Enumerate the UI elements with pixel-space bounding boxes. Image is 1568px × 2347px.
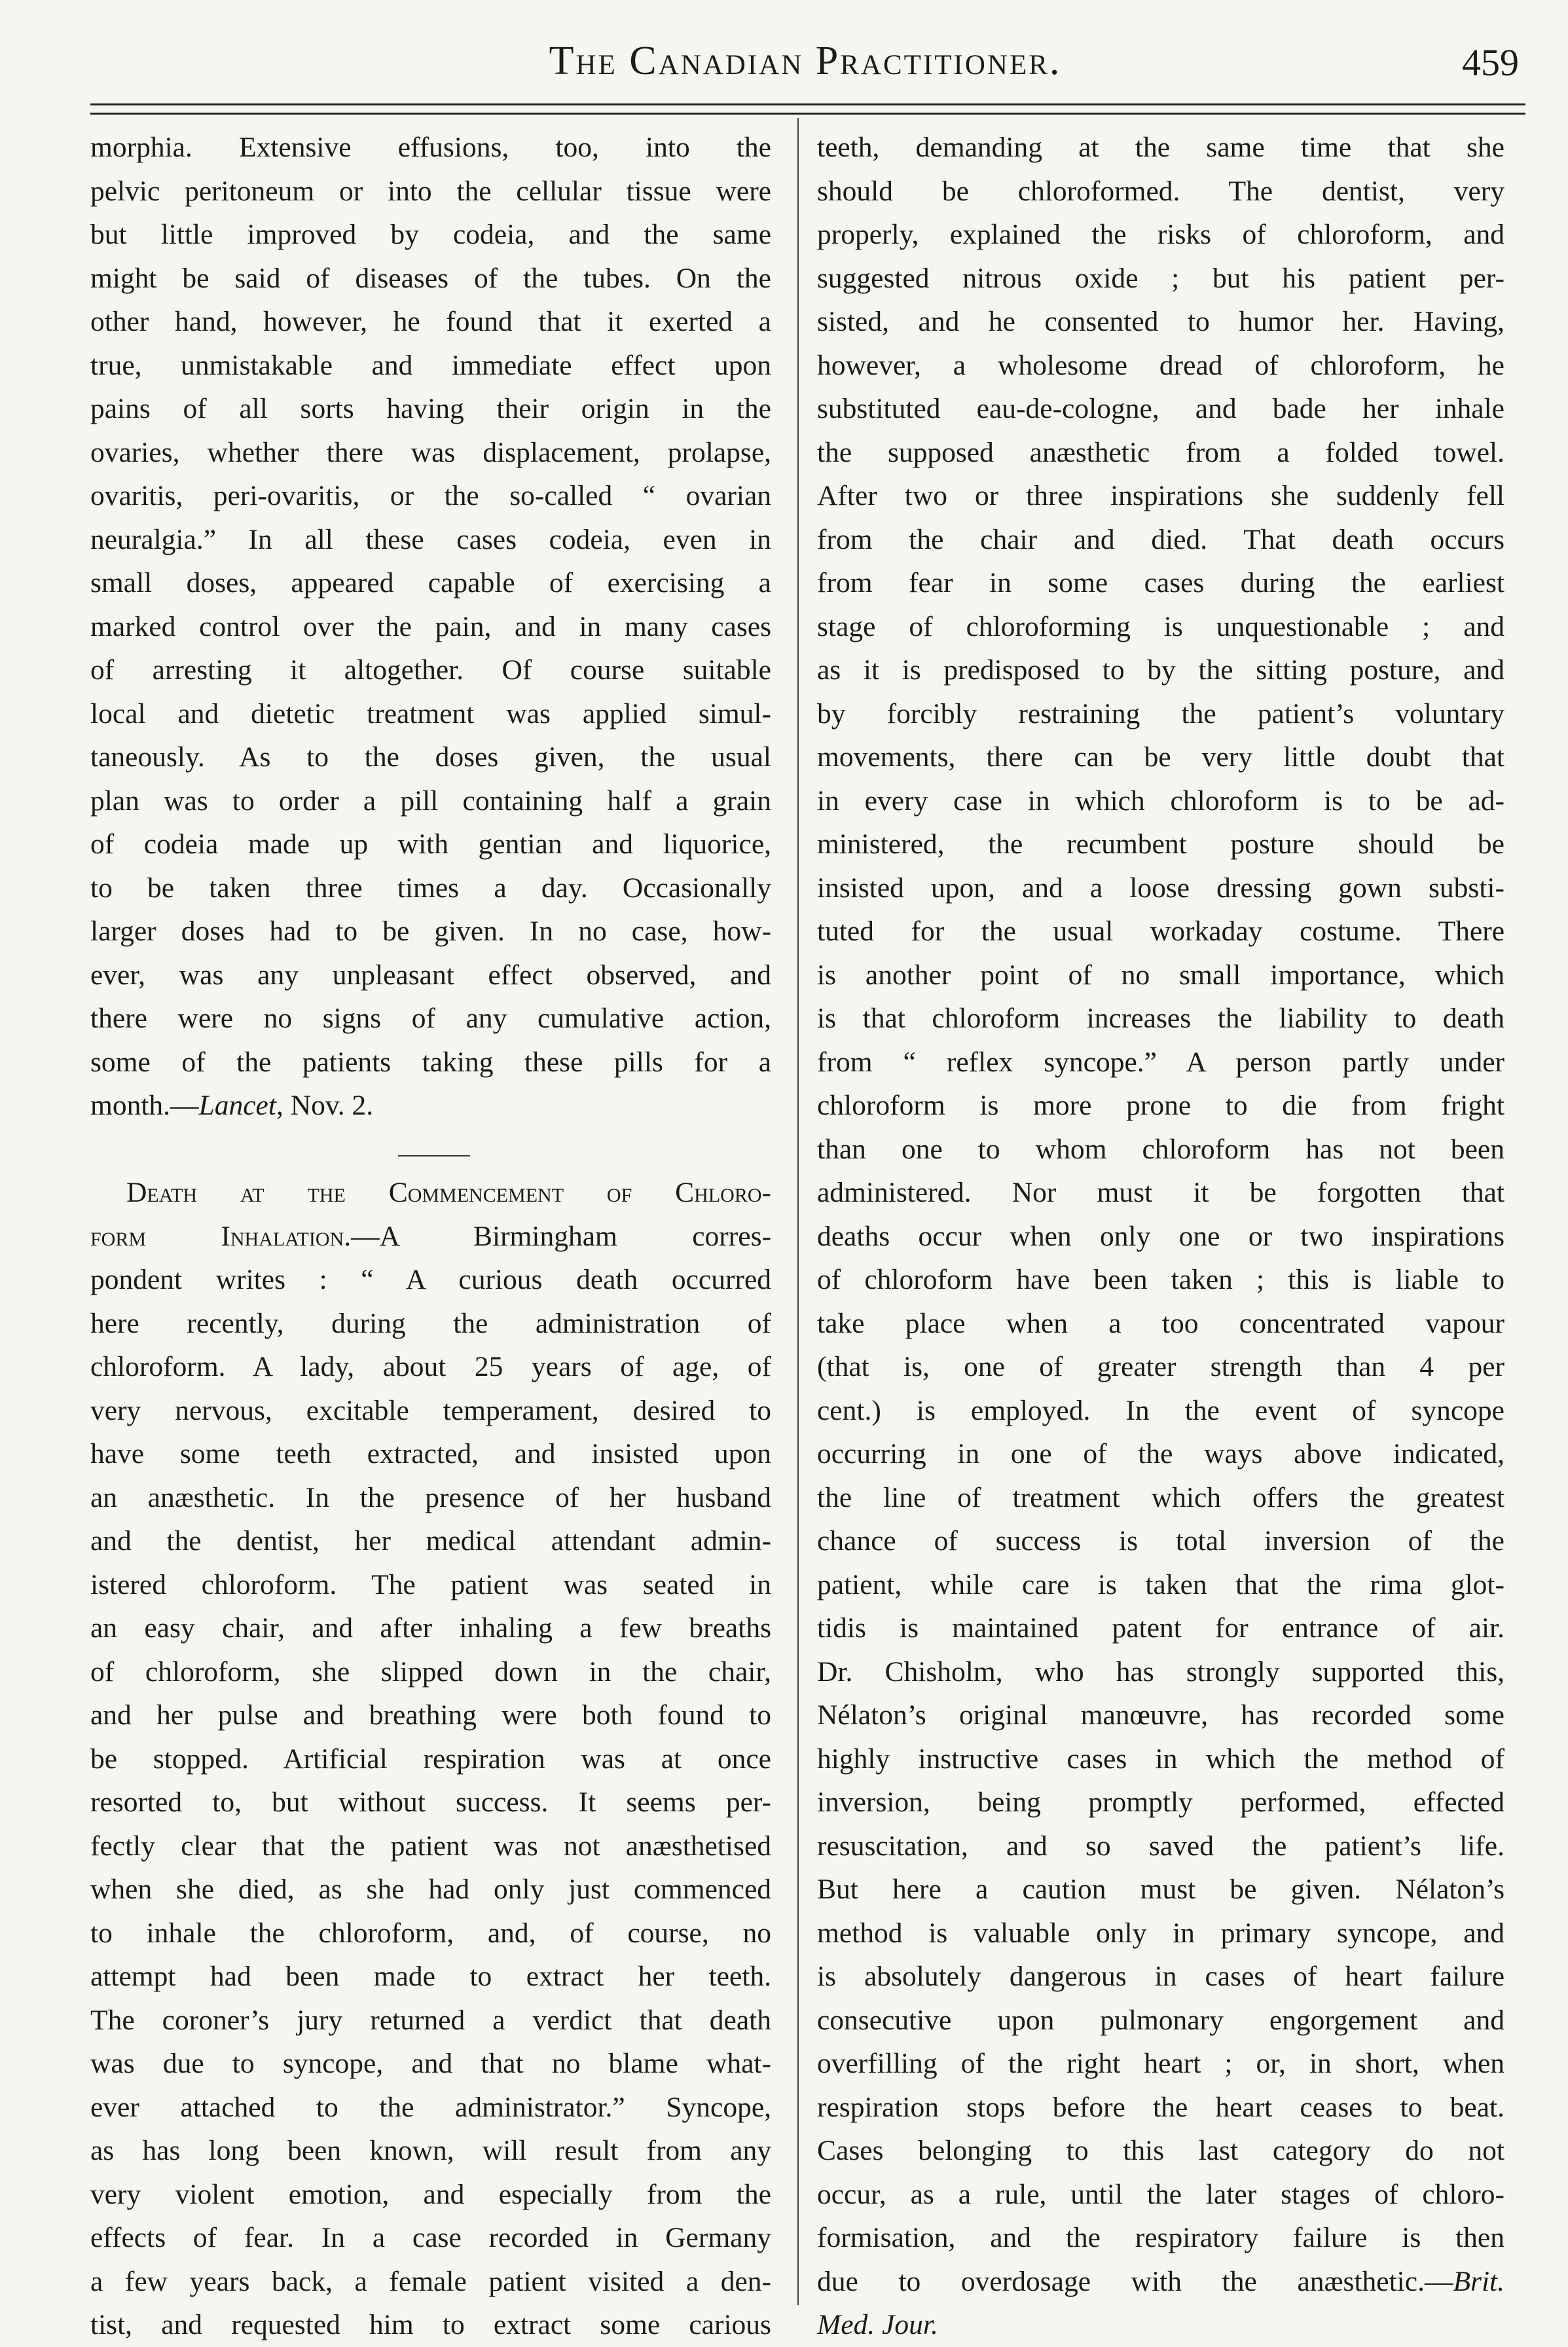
- text-line: sisted, and he consented to humor her. Having,: [817, 306, 1504, 337]
- text-line: highly instructive cases in which the method of: [817, 1743, 1504, 1775]
- article-heading-end: form Inhalation.: [90, 1220, 352, 1252]
- text-line: to inhale the chloroform, and, of course, no: [90, 1917, 771, 1949]
- text-line: But here a caution must be given. Nélaton’s: [817, 1874, 1504, 1905]
- text-line: take place when a too concentrated vapour: [817, 1307, 1504, 1339]
- text-line: but little improved by codeia, and the same: [90, 219, 771, 250]
- text-line: teeth, demanding at the same time that she: [817, 132, 1504, 163]
- text-line: ever attached to the administrator.” Syncope,: [90, 2091, 771, 2123]
- text-line: respiration stops before the heart ceases to beat.: [817, 2091, 1504, 2123]
- text-line: occur, as a rule, until the later stages of chloro-: [817, 2178, 1504, 2210]
- text-line: Cases belonging to this last category do not: [817, 2135, 1504, 2166]
- citation-prefix: month.—: [90, 1090, 199, 1121]
- text-line: of arresting it altogether. Of course suitable: [90, 654, 771, 686]
- text-line: plan was to order a pill containing half a grain: [90, 785, 771, 817]
- text-line: tuted for the usual workaday costume. There: [817, 915, 1504, 947]
- text-line: chance of success is total inversion of the: [817, 1525, 1504, 1557]
- article-heading: Death at the Commencement of Chloro-: [126, 1177, 771, 1208]
- text-line: tist, and requested him to extract some carious: [90, 2309, 771, 2340]
- text-line: the line of treatment which offers the greatest: [817, 1481, 1504, 1513]
- text-line: in every case in which chloroform is to be ad-: [817, 785, 1504, 817]
- text-line: and the dentist, her medical attendant admin-: [90, 1525, 771, 1557]
- text-line: larger doses had to be given. In no case, how-: [90, 915, 771, 947]
- text-line: inversion, being promptly performed, effected: [817, 1786, 1504, 1818]
- text-line: ovaries, whether there was displacement, prolapse,: [90, 436, 771, 468]
- text-line: tidis is maintained patent for entrance of air.: [817, 1612, 1504, 1644]
- text-line: effects of fear. In a case recorded in Germany: [90, 2222, 771, 2253]
- text-line: by forcibly restraining the patient’s voluntary: [817, 697, 1504, 730]
- text-line: occurring in one of the ways above indicated,: [817, 1438, 1504, 1469]
- header-rule-top: [90, 103, 1525, 105]
- text-line: deaths occur when only one or two inspirations: [817, 1220, 1504, 1252]
- text-line: very violent emotion, and especially from the: [90, 2178, 771, 2210]
- text-line: method is valuable only in primary syncope, and: [817, 1917, 1504, 1949]
- text-line: chloroform. A lady, about 25 years of age, of: [90, 1351, 771, 1382]
- text-line: administered. Nor must it be forgotten that: [817, 1177, 1504, 1208]
- text-line: Dr. Chisholm, who has strongly supported this,: [817, 1655, 1504, 1688]
- text-line: pondent writes : “ A curious death occurred: [90, 1264, 771, 1295]
- text-line: small doses, appeared capable of exercising a: [90, 567, 771, 599]
- text-line: morphia. Extensive effusions, too, into the: [90, 132, 771, 163]
- text-line: local and dietetic treatment was applied simul-: [90, 697, 771, 730]
- text-line: formisation, and the respiratory failure is then: [817, 2222, 1504, 2253]
- citation-line: [90, 1084, 771, 1128]
- text-line: a few years back, a female patient visited a den-: [90, 2265, 771, 2297]
- text-line: an easy chair, and after inhaling a few breaths: [90, 1612, 771, 1644]
- text-line: have some teeth extracted, and insisted upon: [90, 1438, 771, 1469]
- citation-source-end: Med. Jour.: [817, 2309, 938, 2340]
- text-line: be stopped. Artificial respiration was at once: [90, 1743, 771, 1775]
- text-line: resorted to, but without success. It seems per-: [90, 1786, 771, 1818]
- text-line: as it is predisposed to by the sitting posture, and: [817, 654, 1504, 686]
- text-line: should be chloroformed. The dentist, very: [817, 175, 1504, 207]
- text-line: however, a wholesome dread of chloroform, he: [817, 349, 1504, 381]
- article-separator: [90, 1128, 771, 1172]
- text-line: is another point of no small importance, which: [817, 959, 1504, 991]
- text-line: from “ reflex syncope.” A person partly under: [817, 1046, 1504, 1078]
- running-title: The Canadian Practitioner.: [549, 39, 1062, 83]
- codeia-paragraph: [90, 126, 771, 1128]
- text-line: of chloroform have been taken ; this is liable to: [817, 1264, 1504, 1295]
- text-line: other hand, however, he found that it exerted a: [90, 306, 771, 337]
- text-line: consecutive upon pulmonary engorgement and: [817, 2004, 1504, 2036]
- text-run: due to overdosage with the anæsthetic.—: [817, 2265, 1453, 2297]
- text-line: might be said of diseases of the tubes. On the: [90, 262, 771, 294]
- text-line: an anæsthetic. In the presence of her husband: [90, 1481, 771, 1513]
- text-line: as has long been known, will result from any: [90, 2135, 771, 2166]
- citation-source: Lancet: [198, 1090, 276, 1121]
- text-line: and her pulse and breathing were both found to: [90, 1699, 771, 1731]
- text-line: was due to syncope, and that no blame what-: [90, 2048, 771, 2079]
- text-line: movements, there can be very little doubt that: [817, 741, 1504, 773]
- citation-date: , Nov. 2.: [276, 1090, 374, 1121]
- text-line: there were no signs of any cumulative action,: [90, 1003, 771, 1034]
- page-header: [85, 26, 1525, 105]
- text-line: patient, while care is taken that the rima glot-: [817, 1568, 1504, 1600]
- text-line: attempt had been made to extract her teeth.: [90, 1961, 771, 1992]
- text-line: is that chloroform increases the liability to death: [817, 1003, 1504, 1034]
- text-line: very nervous, excitable temperament, desired to: [90, 1394, 771, 1426]
- text-line: ever, was any unpleasant effect observed, and: [90, 959, 771, 991]
- text-line: some of the patients taking these pills for a: [90, 1046, 771, 1078]
- text-run: —A Birmingham corres-: [351, 1220, 771, 1252]
- text-line: pelvic peritoneum or into the cellular tissue were: [90, 175, 771, 207]
- article-heading-line-2: [90, 1215, 771, 1259]
- header-rule-bottom: [90, 113, 1525, 115]
- text-line: ovaritis, peri-ovaritis, or the so-called “ ovarian: [90, 480, 771, 511]
- text-line: neuralgia.” In all these cases codeia, even in: [90, 523, 771, 555]
- right-column: [817, 126, 1504, 2347]
- text-line: insisted upon, and a loose dressing gown substi-: [817, 872, 1504, 904]
- text-line: is absolutely dangerous in cases of heart failure: [817, 1961, 1504, 1992]
- text-line: the supposed anæsthetic from a folded towel.: [817, 436, 1504, 468]
- text-line: here recently, during the administration of: [90, 1307, 771, 1339]
- text-line: from the chair and died. That death occurs: [817, 523, 1504, 555]
- column-divider: [797, 118, 799, 2305]
- text-line: from fear in some cases during the earliest: [817, 567, 1504, 599]
- text-line: The coroner’s jury returned a verdict that death: [90, 2004, 771, 2036]
- text-line: taneously. As to the doses given, the usual: [90, 741, 771, 773]
- text-line: marked control over the pain, and in many cases: [90, 610, 771, 642]
- left-column: [90, 126, 771, 2347]
- text-line: Nélaton’s original manœuvre, has recorded some: [817, 1699, 1504, 1731]
- text-line: chloroform is more prone to die from fright: [817, 1090, 1504, 1121]
- text-line: resuscitation, and so saved the patient’s life.: [817, 1830, 1504, 1862]
- page-number: 459: [1462, 41, 1519, 84]
- text-line: suggested nitrous oxide ; but his patient per-: [817, 262, 1504, 294]
- text-line: when she died, as she had only just commenced: [90, 1874, 771, 1905]
- text-line: overfilling of the right heart ; or, in short, when: [817, 2048, 1504, 2079]
- text-line: of codeia made up with gentian and liquorice,: [90, 828, 771, 860]
- text-line: of chloroform, she slipped down in the chair,: [90, 1655, 771, 1688]
- citation-line: [817, 2260, 1504, 2304]
- text-line: ministered, the recumbent posture should be: [817, 828, 1504, 860]
- text-line: to be taken three times a day. Occasionally: [90, 872, 771, 904]
- text-line: fectly clear that the patient was not anæsthetised: [90, 1830, 771, 1862]
- text-line: true, unmistakable and immediate effect upon: [90, 349, 771, 381]
- text-line: istered chloroform. The patient was seated in: [90, 1568, 771, 1600]
- text-line: than one to whom chloroform has not been: [817, 1133, 1504, 1165]
- text-line: cent.) is employed. In the event of syncope: [817, 1394, 1504, 1426]
- text-line: After two or three inspirations she suddenly fell: [817, 480, 1504, 511]
- chloroform-death-article: [90, 1171, 771, 2347]
- text-line: (that is, one of greater strength than 4 per: [817, 1351, 1504, 1382]
- text-line: substituted eau-de-cologne, and bade her inhale: [817, 393, 1504, 424]
- text-line: properly, explained the risks of chloroform, and: [817, 219, 1504, 250]
- text-line: stage of chloroforming is unquestionable ; and: [817, 610, 1504, 642]
- text-line: pains of all sorts having their origin in the: [90, 393, 771, 424]
- citation-source: Brit.: [1453, 2265, 1504, 2297]
